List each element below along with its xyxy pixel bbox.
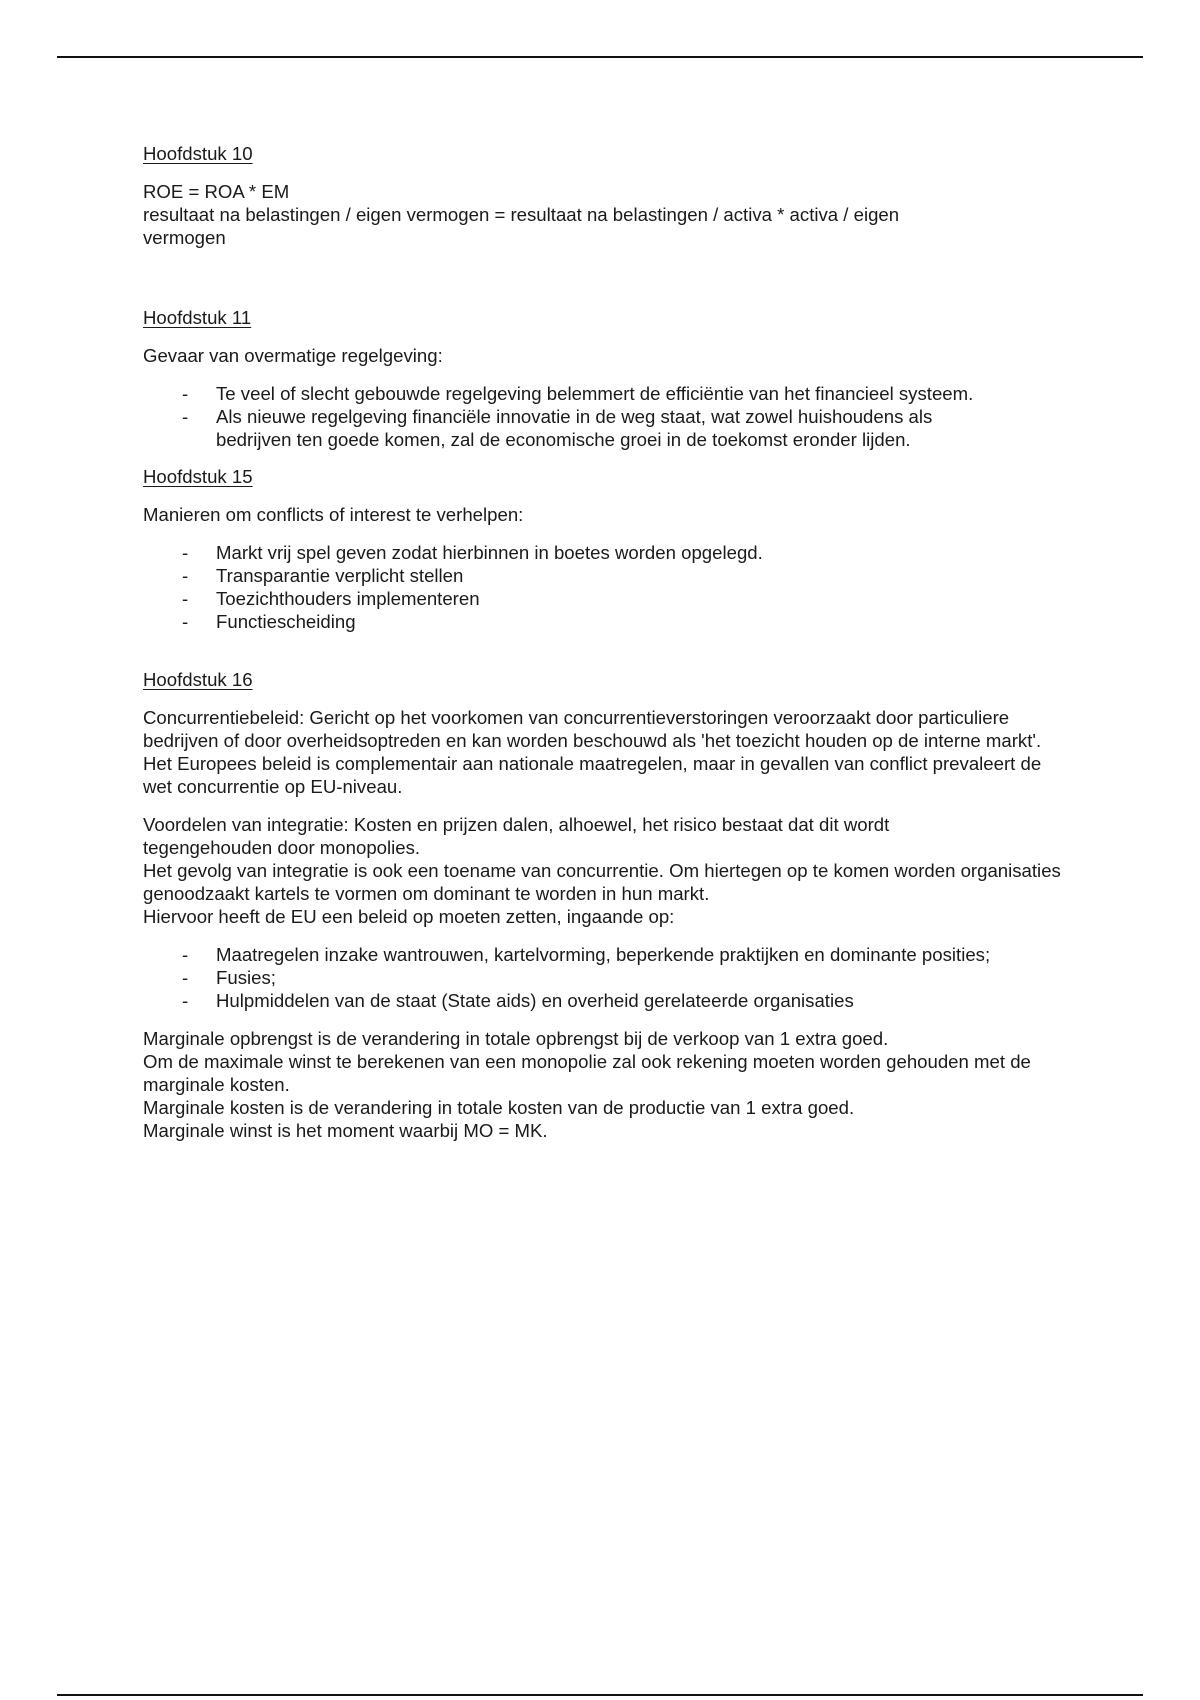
section-heading: Hoofdstuk 11 (143, 307, 252, 328)
paragraph-line: Om de maximale winst te berekenen van een monopolie zal ook rekening moeten worden gehouden met de marginale kosten. (143, 1051, 1031, 1095)
section-heading: Hoofdstuk 15 (143, 466, 253, 487)
section-intro: Manieren om conflicts of interest te verhelpen: (143, 504, 524, 525)
dash-bullet: - (182, 944, 189, 965)
list-item: - Markt vrij spel geven zodat hierbinnen in boetes worden opgelegd. (182, 542, 763, 563)
section-hoofdstuk-15 (143, 465, 1073, 633)
dash-bullet: - (182, 588, 189, 609)
section-heading: Hoofdstuk 16 (143, 669, 253, 690)
section-heading: Hoofdstuk 10 (143, 143, 253, 164)
paragraph-line: Hiervoor heeft de EU een beleid op moeten zetten, ingaande op: (143, 906, 675, 927)
dash-bullet: - (182, 611, 189, 632)
dash-bullet: - (182, 990, 189, 1011)
paragraph-line: Het gevolg van integratie is ook een toename van concurrentie. Om hiertegen op te komen worden organisaties genoodzaakt kartels te vormen om dominant te worden in hun markt. (143, 860, 1061, 904)
section-intro: Gevaar van overmatige regelgeving: (143, 345, 443, 366)
list-item: - Functiescheiding (182, 611, 356, 632)
header-rule (57, 56, 1143, 58)
list-item: - Transparantie verplicht stellen (182, 565, 464, 586)
paragraph-line: Marginale opbrengst is de verandering in totale opbrengst bij de verkoop van 1 extra goed. (143, 1028, 889, 1049)
bullet-list (143, 541, 1073, 633)
section-hoofdstuk-16 (143, 668, 1073, 1142)
footer-rule (57, 1694, 1143, 1696)
dash-bullet: - (182, 967, 189, 988)
list-item: - Toezichthouders implementeren (182, 588, 480, 609)
section-hoofdstuk-10 (143, 142, 1073, 249)
paragraph-line: Voordelen van integratie: Kosten en prijzen dalen, alhoewel, het risico bestaat dat dit wordt tegengehouden door monopolies. (143, 814, 890, 858)
list-item: - Te veel of slecht gebouwde regelgeving belemmert de efficiëntie van het financieel systeem. (182, 383, 974, 404)
list-item: - Maatregelen inzake wantrouwen, kartelvorming, beperkende praktijken en dominante posities; (182, 944, 991, 965)
paragraph-concurrentiebeleid: Concurrentiebeleid: Gericht op het voorkomen van concurrentieverstoringen veroorzaakt door particuliere bedrijven of door overheidsoptreden en kan worden beschouwd als 'het toezicht houden op de interne markt'. Het Europees beleid is complementair aan nationale maatregelen, maar in gevallen van conflict prevaleert de wet concurrentie op EU-niveau. (143, 707, 1042, 797)
list-item: - Hulpmiddelen van de staat (State aids) en overheid gerelateerde organisaties (182, 990, 854, 1011)
bullet-list (143, 382, 1073, 451)
dash-bullet: - (182, 565, 189, 586)
document-body (143, 142, 1073, 1142)
list-item: - Fusies; (182, 967, 276, 988)
dash-bullet: - (182, 406, 189, 427)
formula-line: ROE = ROA * EM (143, 181, 290, 202)
dash-bullet: - (182, 542, 189, 563)
paragraph-line: Marginale winst is het moment waarbij MO = MK. (143, 1120, 548, 1141)
dash-bullet: - (182, 383, 189, 404)
formula-explanation: resultaat na belastingen / eigen vermogen = resultaat na belastingen / activa * activa / eigen vermogen (143, 204, 900, 248)
paragraph-line: Marginale kosten is de verandering in totale kosten van de productie van 1 extra goed. (143, 1097, 855, 1118)
section-hoofdstuk-11 (143, 306, 1073, 451)
list-item: - Als nieuwe regelgeving financiële innovatie in de weg staat, wat zowel huishoudens als bedrijven ten goede komen, zal de economische groei in de toekomst eronder lijden. (182, 406, 933, 450)
bullet-list (143, 943, 1073, 1012)
